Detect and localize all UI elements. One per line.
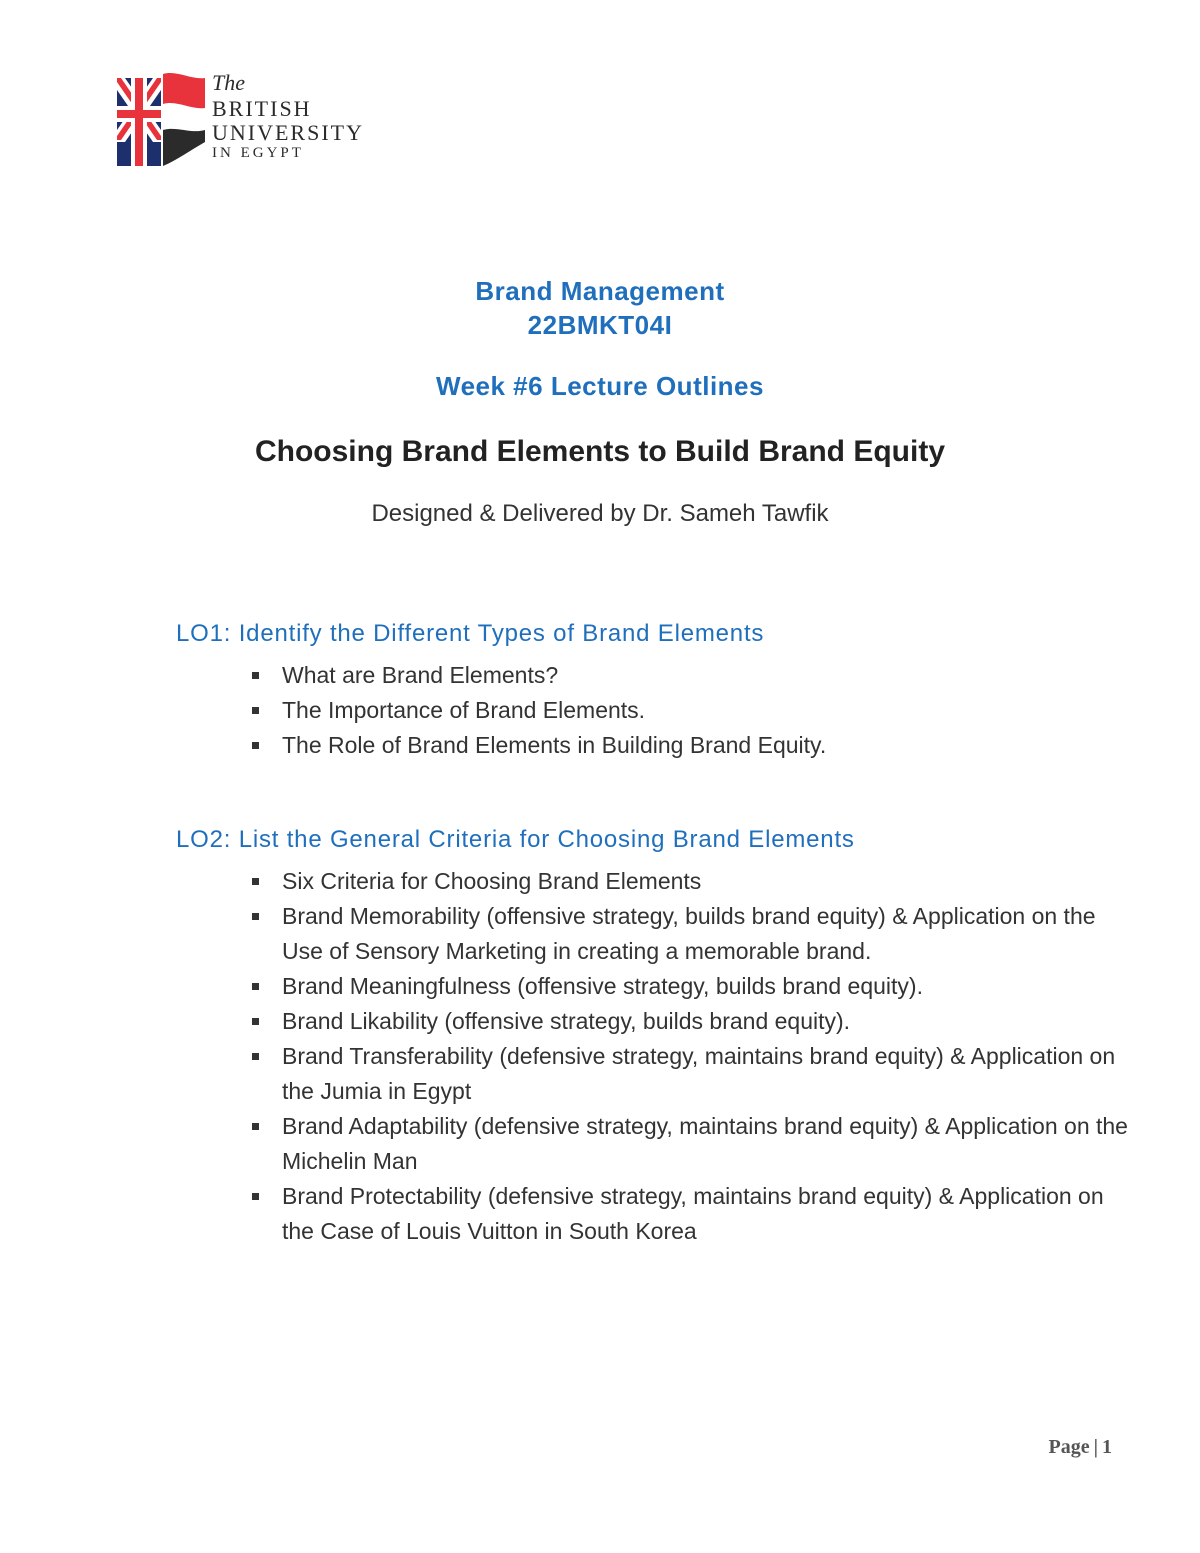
- bullet-square-icon: [252, 913, 259, 920]
- university-logo: [117, 70, 407, 170]
- bullet-square-icon: [252, 878, 259, 885]
- logo-line-3: UNIVERSITY: [212, 120, 364, 145]
- page-number: [1049, 1436, 1113, 1459]
- bullet-square-icon: [252, 742, 259, 749]
- list-item: [250, 1179, 1130, 1249]
- page-label: Page: [1048, 1436, 1090, 1458]
- course-title: Brand Management: [475, 276, 725, 306]
- list-item: [250, 1039, 1130, 1109]
- bullet-square-icon: [252, 983, 259, 990]
- author-line: Designed & Delivered by Dr. Sameh Tawfik: [371, 500, 829, 527]
- bullet-square-icon: [252, 707, 259, 714]
- list-item: [250, 693, 1130, 728]
- bullet-square-icon: [252, 1018, 259, 1025]
- list-item-text: What are Brand Elements?: [282, 662, 559, 688]
- logo-line-4: IN EGYPT: [212, 145, 304, 161]
- list-item: [250, 1109, 1130, 1179]
- list-item: [250, 969, 1130, 1004]
- list-item-text: Brand Protectability (defensive strategy, maintains brand equity) & Application on the Case of Louis Vuitton in South Korea: [282, 1183, 1104, 1244]
- list-item-text: Six Criteria for Choosing Brand Elements: [282, 868, 702, 894]
- page-number-value: 1: [1102, 1436, 1112, 1458]
- list-item: [250, 658, 1130, 693]
- bullet-square-icon: [252, 1123, 259, 1130]
- logo-line-2: BRITISH: [212, 96, 312, 121]
- list-item: [250, 864, 1130, 899]
- list-item: [250, 728, 1130, 763]
- page-separator: |: [1093, 1436, 1098, 1458]
- list-item: [250, 899, 1130, 969]
- list-item: [250, 1004, 1130, 1039]
- list-item-text: Brand Memorability (offensive strategy, builds brand equity) & Application on the Use of Sensory Marketing in creating a memorable brand.: [282, 903, 1096, 964]
- lo2-heading: LO2: List the General Criteria for Choosing Brand Elements: [176, 826, 855, 853]
- lo1-heading: LO1: Identify the Different Types of Brand Elements: [176, 620, 765, 647]
- list-item-text: Brand Transferability (defensive strategy, maintains brand equity) & Application on the Jumia in Egypt: [282, 1043, 1116, 1104]
- list-item-text: Brand Adaptability (defensive strategy, maintains brand equity) & Application on the Michelin Man: [282, 1113, 1128, 1174]
- university-crest-icon: [117, 70, 207, 168]
- week-title: Week #6 Lecture Outlines: [436, 371, 764, 401]
- course-code: 22BMKT04I: [527, 310, 673, 340]
- bullet-square-icon: [252, 1193, 259, 1200]
- logo-line-1: The: [212, 70, 245, 95]
- lo2-list: [250, 864, 1130, 1249]
- list-item-text: Brand Meaningfulness (offensive strategy, builds brand equity).: [282, 973, 923, 999]
- lecture-title: Choosing Brand Elements to Build Brand Equity: [254, 435, 946, 468]
- list-item-text: Brand Likability (offensive strategy, builds brand equity).: [282, 1008, 851, 1034]
- bullet-square-icon: [252, 672, 259, 679]
- list-item-text: The Importance of Brand Elements.: [282, 697, 646, 723]
- bullet-square-icon: [252, 1053, 259, 1060]
- lo1-list: [250, 658, 1130, 763]
- list-item-text: The Role of Brand Elements in Building Brand Equity.: [282, 732, 827, 758]
- logo-wordmark: [212, 72, 364, 161]
